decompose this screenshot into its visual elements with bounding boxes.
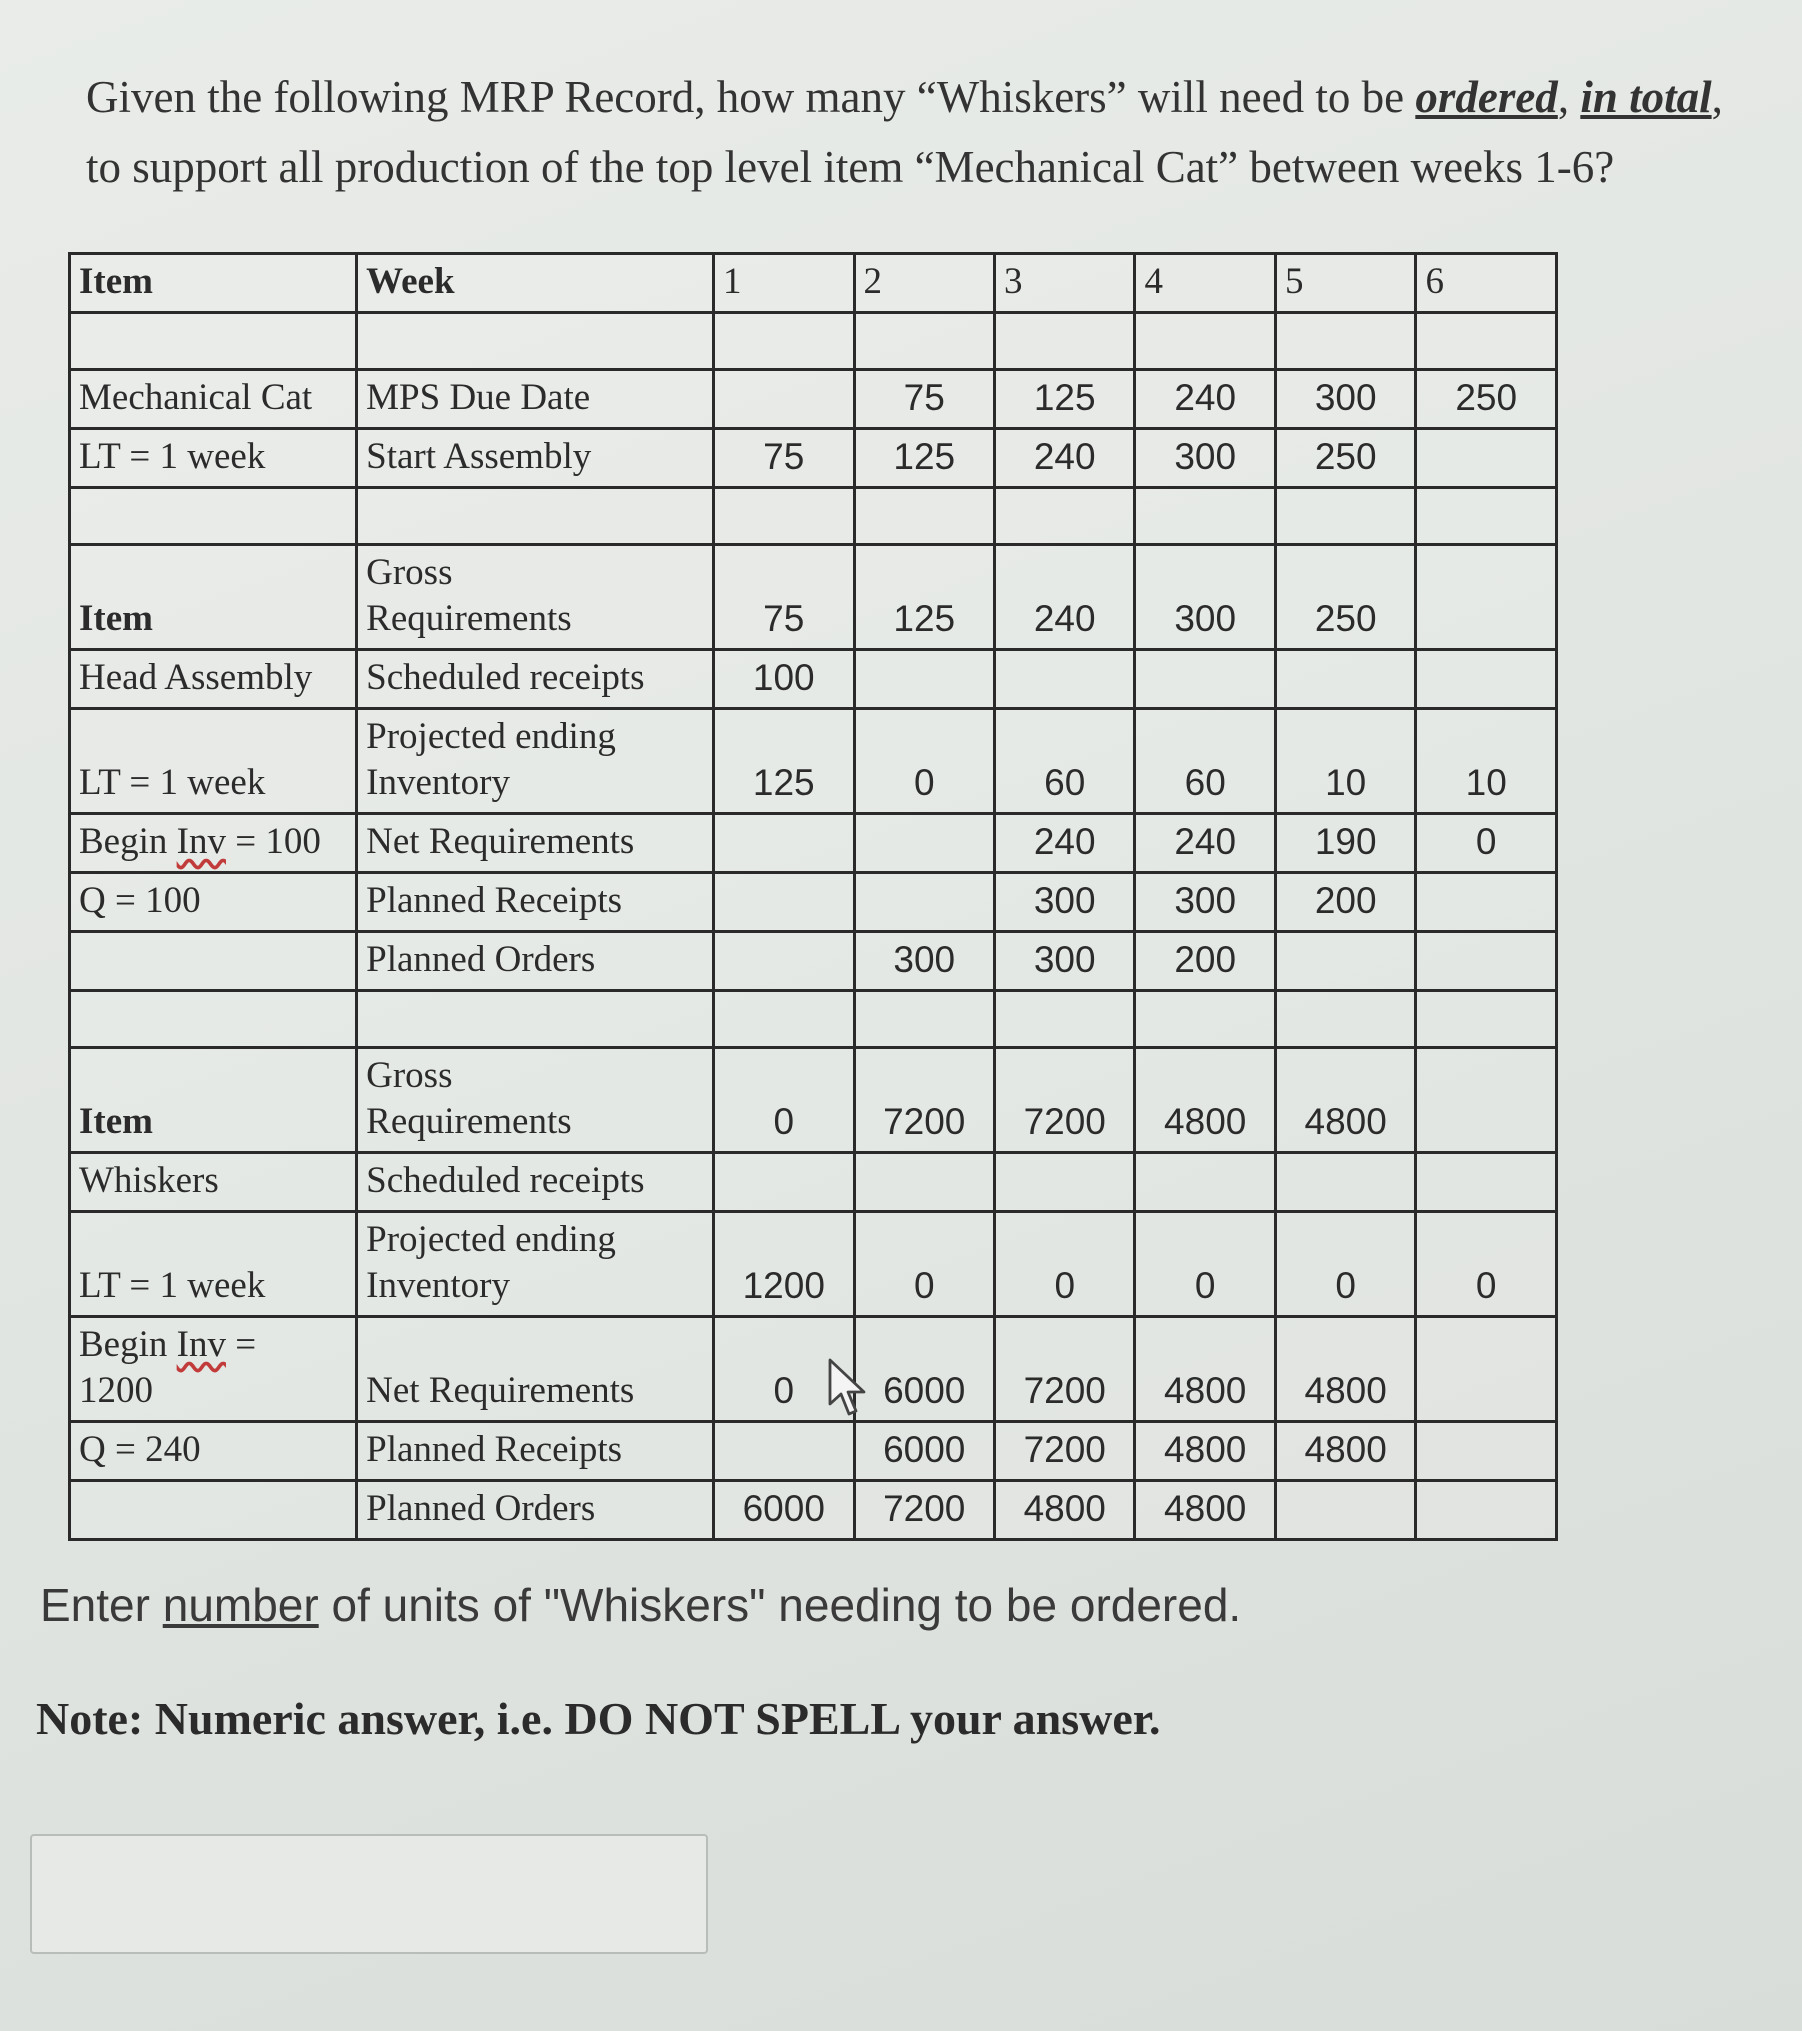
emphasis-in-total: in total (1580, 72, 1712, 122)
table-cell: 190 (1275, 814, 1415, 873)
week-4-header: 4 (1135, 254, 1275, 313)
table-cell: 6000 (854, 1422, 994, 1481)
table-cell (1416, 545, 1557, 650)
mc-item-name: Mechanical Cat (70, 370, 357, 429)
table-cell: 240 (994, 429, 1134, 488)
wh-scheduled-row (70, 1153, 1557, 1212)
table-cell: 300 (994, 932, 1134, 991)
table-cell: 300 (854, 932, 994, 991)
table-cell: 60 (1135, 709, 1275, 814)
table-cell: 6000 (714, 1481, 854, 1540)
mc-start-label: Start Assembly (357, 429, 714, 488)
week-1-header: 1 (714, 254, 854, 313)
wh-item-label: Item (70, 1048, 357, 1153)
header-week-label: Week (357, 254, 714, 313)
table-cell: 0 (1135, 1212, 1275, 1317)
table-cell: 10 (1275, 709, 1415, 814)
week-2-header: 2 (854, 254, 994, 313)
ha-net-label: Net Requirements (357, 814, 714, 873)
table-cell: 0 (1275, 1212, 1415, 1317)
table-cell: 300 (994, 873, 1134, 932)
mrp-record-table (68, 252, 1558, 1541)
table-cell: 75 (714, 545, 854, 650)
table-cell (1416, 873, 1557, 932)
wh-gross-row (70, 1048, 1557, 1153)
table-cell: 240 (1135, 814, 1275, 873)
table-cell: 200 (1135, 932, 1275, 991)
table-cell: 7200 (854, 1481, 994, 1540)
table-cell (714, 1153, 854, 1212)
table-cell: 300 (1135, 429, 1275, 488)
ha-gross-row (70, 545, 1557, 650)
table-cell: 125 (994, 370, 1134, 429)
wh-lead-time: LT = 1 week (70, 1212, 357, 1317)
ha-planned-receipts-row (70, 873, 1557, 932)
table-cell: 4800 (1275, 1048, 1415, 1153)
table-cell: 4800 (1135, 1317, 1275, 1422)
wh-projected-label: Projected ending Inventory (357, 1212, 714, 1317)
ha-item-name: Head Assembly (70, 650, 357, 709)
mc-mps-row (70, 370, 1557, 429)
answer-input[interactable] (30, 1834, 708, 1954)
table-cell: 6000 (854, 1317, 994, 1422)
table-cell (994, 1153, 1134, 1212)
table-cell: 75 (854, 370, 994, 429)
table-cell: 125 (854, 429, 994, 488)
ha-planned-orders-row (70, 932, 1557, 991)
table-cell (1416, 429, 1557, 488)
table-cell: 125 (714, 709, 854, 814)
table-cell (854, 873, 994, 932)
table-cell: 100 (714, 650, 854, 709)
table-cell: 7200 (854, 1048, 994, 1153)
table-cell: 1200 (714, 1212, 854, 1317)
table-cell: 4800 (1135, 1048, 1275, 1153)
table-cell: 7200 (994, 1422, 1134, 1481)
table-cell: 4800 (1135, 1422, 1275, 1481)
ha-begin-inv: Begin Inv = 100 (70, 814, 357, 873)
answer-prompt: Enter number of units of "Whiskers" needing to be ordered. (40, 1579, 1242, 1631)
table-cell (1416, 1481, 1557, 1540)
question-text: Given the following MRP Record, how many “Whiskers” will need to be ordered, in total, to support all production of the top level item “Mechanical Cat” between weeks 1-6? (86, 72, 1723, 192)
table-cell (714, 932, 854, 991)
emphasis-ordered: ordered (1415, 72, 1558, 122)
table-cell (1416, 1048, 1557, 1153)
header-item-label: Item (70, 254, 357, 313)
wh-projected-row (70, 1212, 1557, 1317)
ha-planned-receipts-label: Planned Receipts (357, 873, 714, 932)
table-cell: 0 (1416, 814, 1557, 873)
table-cell: 4800 (994, 1481, 1134, 1540)
wh-scheduled-label: Scheduled receipts (357, 1153, 714, 1212)
table-cell (714, 873, 854, 932)
table-cell: 75 (714, 429, 854, 488)
table-cell: 300 (1135, 873, 1275, 932)
table-cell (1275, 1153, 1415, 1212)
table-cell (714, 1422, 854, 1481)
ha-lot-size: Q = 100 (70, 873, 357, 932)
table-cell (1416, 1317, 1557, 1422)
table-cell: 125 (854, 545, 994, 650)
wh-planned-receipts-label: Planned Receipts (357, 1422, 714, 1481)
wh-lot-size: Q = 240 (70, 1422, 357, 1481)
table-cell: 4800 (1135, 1481, 1275, 1540)
table-cell: 300 (1135, 545, 1275, 650)
table-cell: 60 (994, 709, 1134, 814)
spacer-row (70, 488, 1557, 545)
table-cell: 7200 (994, 1317, 1134, 1422)
table-cell (1416, 1422, 1557, 1481)
table-cell (1416, 1153, 1557, 1212)
table-cell (854, 1153, 994, 1212)
table-cell (714, 370, 854, 429)
table-cell: 250 (1275, 429, 1415, 488)
ha-planned-orders-label: Planned Orders (357, 932, 714, 991)
table-cell (1416, 932, 1557, 991)
ha-projected-label: Projected ending Inventory (357, 709, 714, 814)
table-cell: 0 (854, 1212, 994, 1317)
table-cell (714, 814, 854, 873)
table-cell: 240 (994, 814, 1134, 873)
wh-net-row (70, 1317, 1557, 1422)
table-cell: 200 (1275, 873, 1415, 932)
table-cell (854, 814, 994, 873)
wh-begin-inv: Begin Inv = 1200 (70, 1317, 357, 1422)
table-cell: 4800 (1275, 1317, 1415, 1422)
table-cell (1275, 1481, 1415, 1540)
ha-projected-row (70, 709, 1557, 814)
table-cell: 300 (1275, 370, 1415, 429)
table-cell (994, 650, 1134, 709)
table-cell: 0 (714, 1048, 854, 1153)
wh-gross-label: Gross Requirements (357, 1048, 714, 1153)
table-cell: 0 (1416, 1212, 1557, 1317)
table-cell: 10 (1416, 709, 1557, 814)
table-cell: 0 (854, 709, 994, 814)
wh-net-label: Net Requirements (357, 1317, 714, 1422)
ha-gross-label: Gross Requirements (357, 545, 714, 650)
mc-start-row (70, 429, 1557, 488)
table-cell: 240 (994, 545, 1134, 650)
table-cell (1275, 650, 1415, 709)
ha-scheduled-label: Scheduled receipts (357, 650, 714, 709)
wh-planned-orders-label: Planned Orders (357, 1481, 714, 1540)
wh-planned-orders-row (70, 1481, 1557, 1540)
mc-lead-time: LT = 1 week (70, 429, 357, 488)
ha-lead-time: LT = 1 week (70, 709, 357, 814)
wh-planned-receipts-row (70, 1422, 1557, 1481)
ha-net-row (70, 814, 1557, 873)
week-5-header: 5 (1275, 254, 1415, 313)
wh-item-name: Whiskers (70, 1153, 357, 1212)
week-3-header: 3 (994, 254, 1134, 313)
table-cell: 250 (1416, 370, 1557, 429)
table-cell (1275, 932, 1415, 991)
table-cell: 7200 (994, 1048, 1134, 1153)
mouse-pointer-icon (828, 1358, 872, 1420)
table-cell: 250 (1275, 545, 1415, 650)
table-cell: 0 (714, 1317, 854, 1422)
table-cell (1416, 650, 1557, 709)
ha-scheduled-row (70, 650, 1557, 709)
header-row (70, 254, 1557, 313)
table-cell: 4800 (1275, 1422, 1415, 1481)
table-cell: 240 (1135, 370, 1275, 429)
table-cell (1135, 1153, 1275, 1212)
table-cell (854, 650, 994, 709)
week-6-header: 6 (1416, 254, 1557, 313)
table-cell: 0 (994, 1212, 1134, 1317)
answer-note: Note: Numeric answer, i.e. DO NOT SPELL your answer. (36, 1693, 1161, 1744)
spacer-row (70, 313, 1557, 370)
spacer-row (70, 991, 1557, 1048)
mc-mps-label: MPS Due Date (357, 370, 714, 429)
ha-item-label: Item (70, 545, 357, 650)
table-cell (1135, 650, 1275, 709)
